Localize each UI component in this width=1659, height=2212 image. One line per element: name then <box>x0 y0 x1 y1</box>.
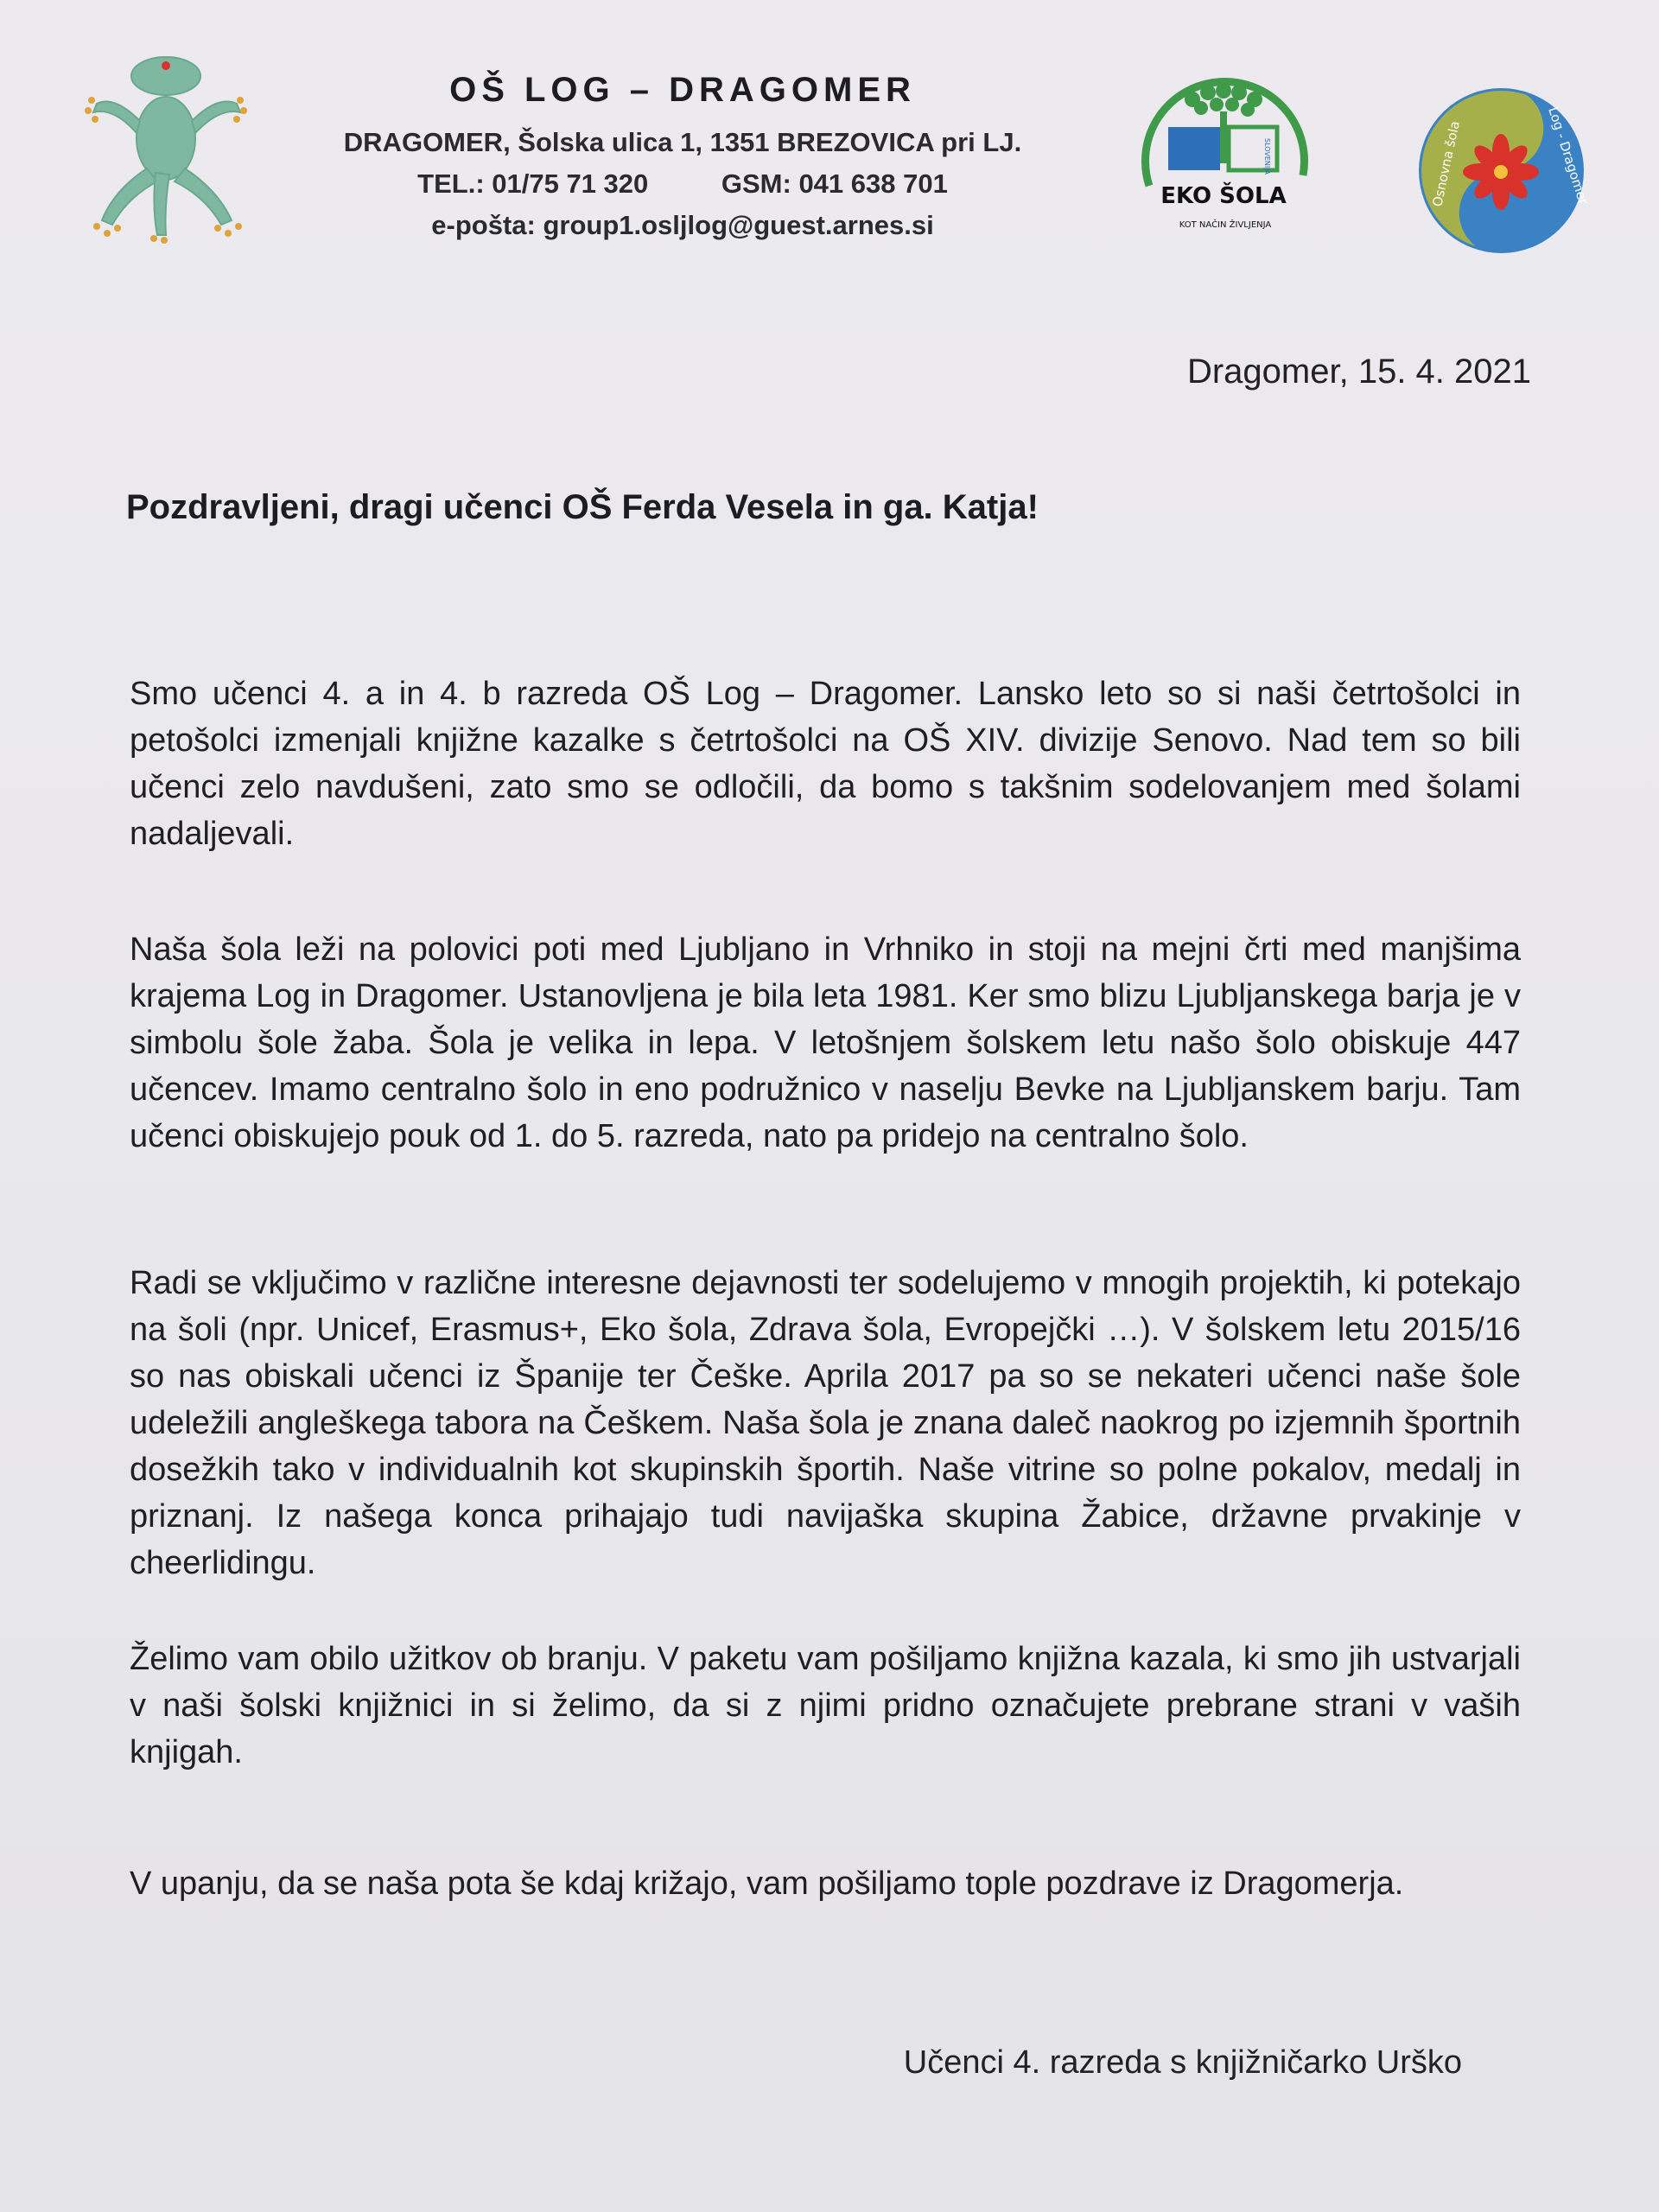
signature: Učenci 4. razreda s knjižničarko Urško <box>903 2044 1462 2081</box>
mobile: GSM: 041 638 701 <box>721 168 948 199</box>
letter-date: Dragomer, 15. 4. 2021 <box>1186 353 1531 391</box>
eko-subtitle: KOT NAČIN ŽIVLJENJA <box>1179 220 1272 230</box>
telephone: TEL.: 01/75 71 320 <box>417 168 649 199</box>
eko-sola-logo <box>1132 73 1318 246</box>
eko-label: EKO ŠOLA <box>1160 183 1287 209</box>
circle-left-text: Osnovna šola <box>1429 119 1463 208</box>
circle-right-text: Log - Dragomer <box>1545 105 1592 207</box>
email: e-pošta: group1.osljlog@guest.arnes.si <box>431 210 934 240</box>
school-name: OŠ LOG – DRAGOMER <box>449 71 916 109</box>
letterhead <box>294 71 1071 246</box>
eko-side-text: SLOVENIJA <box>1263 138 1271 175</box>
greeting: Pozdravljeni, dragi učenci OŠ Ferda Vesela in ga. Katja! <box>126 488 1039 526</box>
body-paragraph: Naša šola leži na polovici poti med Ljubljano in Vrhniko in stoji na mejni črti med manjšima krajema Log in Dragomer. Ustanovljena je bila leta 1981. Ker smo blizu Ljubljanskega barja je v simbolu šole žaba. Šola je velika in lepa. V letošnjem šolskem letu našo šolo obiskuje 447 učencev. Imamo centralno šolo in eno podružnico v naselju Bevke na Ljubljanskem barju. Tam učenci obiskujejo pouk od 1. do 5. razreda, nato pa pridejo na centralno šolo. <box>130 931 1521 1154</box>
closing-paragraph: V upanju, da se naša pota še kdaj križajo, vam pošiljamo tople pozdrave iz Dragomerja. <box>130 1866 1404 1902</box>
frog-logo <box>79 43 252 242</box>
body-paragraph: Radi se vključimo v različne interesne dejavnosti ter sodelujemo v mnogih projektih, ki potekajo na šoli (npr. Unicef, Erasmus+, Eko šola, Zdrava šola, Evropejčki …). V šolskem letu 2015/16 so nas obiskali učenci iz Španije ter Češke. Aprila 2017 pa so se nekateri učenci naše šole udeležili angleškega tabora na Češkem. Naša šola je znana daleč naokrog po izjemnih športnih dosežkih tako v individualnih kot skupinskih športih. Naše vitrine so polne pokalov, medalj in priznanj. Iz našega konca prihajajo tudi navijaška skupina Žabice, državne prvakinje v cheerlidingu. <box>130 1265 1521 1581</box>
school-address: DRAGOMER, Šolska ulica 1, 1351 BREZOVICA pri LJ. <box>343 127 1022 157</box>
phone-line <box>294 163 1071 205</box>
body-paragraph: Smo učenci 4. a in 4. b razreda OŠ Log – Dragomer. Lansko leto so si naši četrtošolci in petošolci izmenjali knjižne kazalke s četrtošolci na OŠ XIV. divizije Senovo. Nad tem so bili učenci zelo navdušeni, zato smo se odločili, da bomo s takšnim sodelovanjem med šolami nadaljevali. <box>130 676 1521 852</box>
body-paragraph: Želimo vam obilo užitkov ob branju. V paketu vam pošiljamo knjižna kazala, ki smo jih ustvarjali v naši šolski knjižnici in si želimo, da si z njimi pridno označujete prebrane strani v vaših knjigah. <box>130 1641 1521 1770</box>
school-circle-logo <box>1417 86 1592 255</box>
